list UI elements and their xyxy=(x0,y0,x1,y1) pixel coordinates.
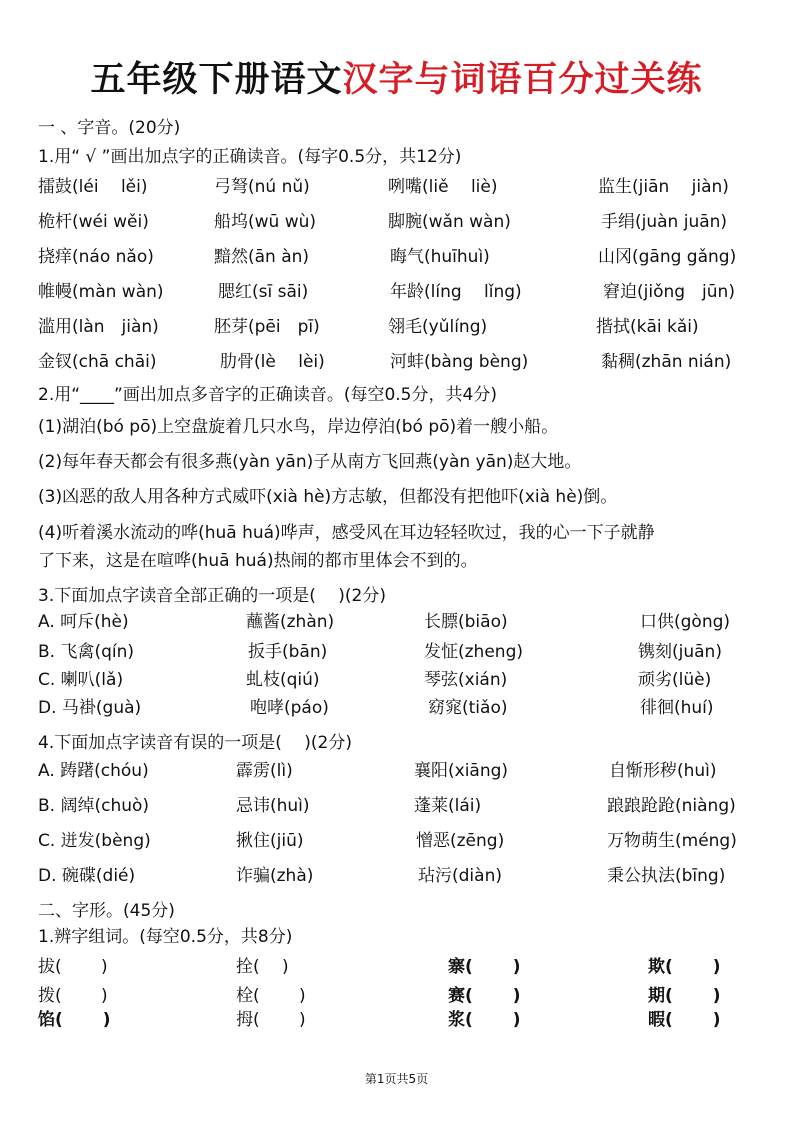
word-group-blank: 拇( ) xyxy=(236,1010,306,1030)
q3-option-item: 镌刻(juān) xyxy=(638,642,722,662)
q2-sentence: (2)每年春天都会有很多燕(yàn yān)子从南方飞回燕(yàn yān)赵大地。 xyxy=(38,452,582,472)
section-heading-character-form: 二、字形。(45分) xyxy=(38,901,175,921)
q3-option-item: 窈窕(tiǎo) xyxy=(428,698,508,718)
q3-option-item: B. 飞禽(qín) xyxy=(38,642,135,662)
q1-item: 窘迫(jiǒng jūn) xyxy=(603,282,735,302)
q3-option-item: A. 呵斥(hè) xyxy=(38,612,129,632)
q1-item: 黯然(ān àn) xyxy=(214,247,310,267)
q3-option-item: 咆哮(páo) xyxy=(250,698,329,718)
q4-option-item: 秉公执法(bīng) xyxy=(607,866,726,886)
q4-option-item: B. 阔绰(chuò) xyxy=(38,796,150,816)
q2-sentence: (3)凶恶的敌人用各种方式威吓(xià hè)方志敏，但都没有把他吓(xià hè)倒。 xyxy=(38,487,618,507)
q3-option-item: D. 马褂(guà) xyxy=(38,698,142,718)
q3-option-item: C. 喇叭(lǎ) xyxy=(38,670,124,690)
q4-option-item: D. 碗碟(dié) xyxy=(38,866,136,886)
q1-item: 滥用(làn jiàn) xyxy=(38,317,159,337)
q1-item: 手绢(juàn juān) xyxy=(601,212,728,232)
title-red-part: 汉字与词语百分过关练 xyxy=(342,59,703,100)
q1-item: 腮红(sī sāi) xyxy=(218,282,309,302)
q1-item: 帷幔(màn wàn) xyxy=(38,282,164,302)
q4-option-item: 憎恶(zēng) xyxy=(416,831,505,851)
q4-option-item: 襄阳(xiāng) xyxy=(414,761,509,781)
q1-item: 揩拭(kāi kǎi) xyxy=(596,317,699,337)
word-group-blank: 寨( ) xyxy=(448,957,521,977)
q4-option-item: 踉踉跄跄(niàng) xyxy=(607,796,736,816)
q4-option-item: 玷污(diàn) xyxy=(418,866,502,886)
q1-item: 胚芽(pēi pī) xyxy=(214,317,320,337)
q1-item: 年龄(líng lǐng) xyxy=(390,282,522,302)
q1-item: 脚腕(wǎn wàn) xyxy=(388,212,511,232)
q1-item: 挠痒(náo nǎo) xyxy=(38,247,154,267)
q4-option-item: C. 迸发(bèng) xyxy=(38,831,151,851)
document-title xyxy=(0,52,793,102)
question-2-prompt: 2.用“____”画出加点多音字的正确读音。(每空0.5分，共4分) xyxy=(38,385,497,405)
word-group-blank: 拔( ) xyxy=(38,957,108,977)
section-heading-pronunciation: 一 、字音。(20分) xyxy=(38,118,181,138)
q1-item: 金钗(chā chāi) xyxy=(38,352,157,372)
q1-item: 翎毛(yǔlíng) xyxy=(388,317,488,337)
word-group-blank: 拴( ) xyxy=(236,957,289,977)
q1-item: 咧嘴(liě liè) xyxy=(388,177,498,197)
q1-item: 弓弩(nú nǔ) xyxy=(214,177,310,197)
q2-sentence-continued: 了下来，这是在喧哗(huā huá)热闹的都市里体会不到的。 xyxy=(38,551,478,571)
question-5-prompt: 1.辨字组词。(每空0.5分，共8分) xyxy=(38,927,293,947)
q4-option-item: 自惭形秽(huì) xyxy=(609,761,717,781)
q1-item: 擂鼓(léi lěi) xyxy=(38,177,148,197)
word-group-blank: 栓( ) xyxy=(236,986,306,1006)
q2-sentence: (4)听着溪水流动的哗(huā huá)哗声，感受风在耳边轻轻吹过，我的心一下子就静 xyxy=(38,523,655,543)
q3-option-item: 虬枝(qiú) xyxy=(246,670,320,690)
q1-item: 晦气(huīhuì) xyxy=(390,247,490,267)
q3-option-item: 口供(gòng) xyxy=(640,612,731,632)
q4-option-item: 霹雳(lì) xyxy=(236,761,293,781)
q1-item: 桅杆(wéi wěi) xyxy=(38,212,149,232)
word-group-blank: 浆( ) xyxy=(448,1010,521,1030)
q3-option-item: 顽劣(lüè) xyxy=(638,670,712,690)
q3-option-item: 扳手(bān) xyxy=(248,642,328,662)
question-4-prompt: 4.下面加点字读音有误的一项是( )(2分) xyxy=(38,733,352,753)
q1-item: 监生(jiān jiàn) xyxy=(598,177,729,197)
word-group-blank: 暇( ) xyxy=(648,1010,721,1030)
title-black-part: 五年级下册语文 xyxy=(90,59,343,100)
q3-option-item: 蘸酱(zhàn) xyxy=(246,612,335,632)
word-group-blank: 欺( ) xyxy=(648,957,721,977)
q3-option-item: 琴弦(xián) xyxy=(424,670,508,690)
word-group-blank: 赛( ) xyxy=(448,986,521,1006)
word-group-blank: 期( ) xyxy=(648,986,721,1006)
q4-option-item: 蓬莱(lái) xyxy=(414,796,482,816)
q1-item: 山冈(gāng gǎng) xyxy=(598,247,737,267)
page-number: 第1页共5页 xyxy=(364,1072,429,1086)
q4-option-item: A. 踌躇(chóu) xyxy=(38,761,149,781)
q1-item: 黏稠(zhān nián) xyxy=(601,352,732,372)
q1-item: 船坞(wū wù) xyxy=(214,212,317,232)
q2-sentence: (1)湖泊(bó pō)上空盘旋着几只水鸟，岸边停泊(bó pō)着一艘小船。 xyxy=(38,417,559,437)
word-group-blank: 馅( ) xyxy=(38,1010,111,1030)
q1-item: 河蚌(bàng bèng) xyxy=(390,352,529,372)
q3-option-item: 徘徊(huí) xyxy=(640,698,714,718)
q3-option-item: 长膘(biāo) xyxy=(424,612,508,632)
q3-option-item: 发怔(zheng) xyxy=(424,642,523,662)
question-1-prompt: 1.用“ √ ”画出加点字的正确读音。(每字0.5分，共12分) xyxy=(38,147,462,167)
question-3-prompt: 3.下面加点字读音全部正确的一项是( )(2分) xyxy=(38,586,386,606)
q1-item: 肋骨(lè lèi) xyxy=(220,352,325,372)
q4-option-item: 揪住(jiū) xyxy=(236,831,304,851)
q4-option-item: 万物萌生(méng) xyxy=(607,831,737,851)
q4-option-item: 诈骗(zhà) xyxy=(236,866,314,886)
q4-option-item: 忌讳(huì) xyxy=(236,796,310,816)
word-group-blank: 拨( ) xyxy=(38,986,108,1006)
